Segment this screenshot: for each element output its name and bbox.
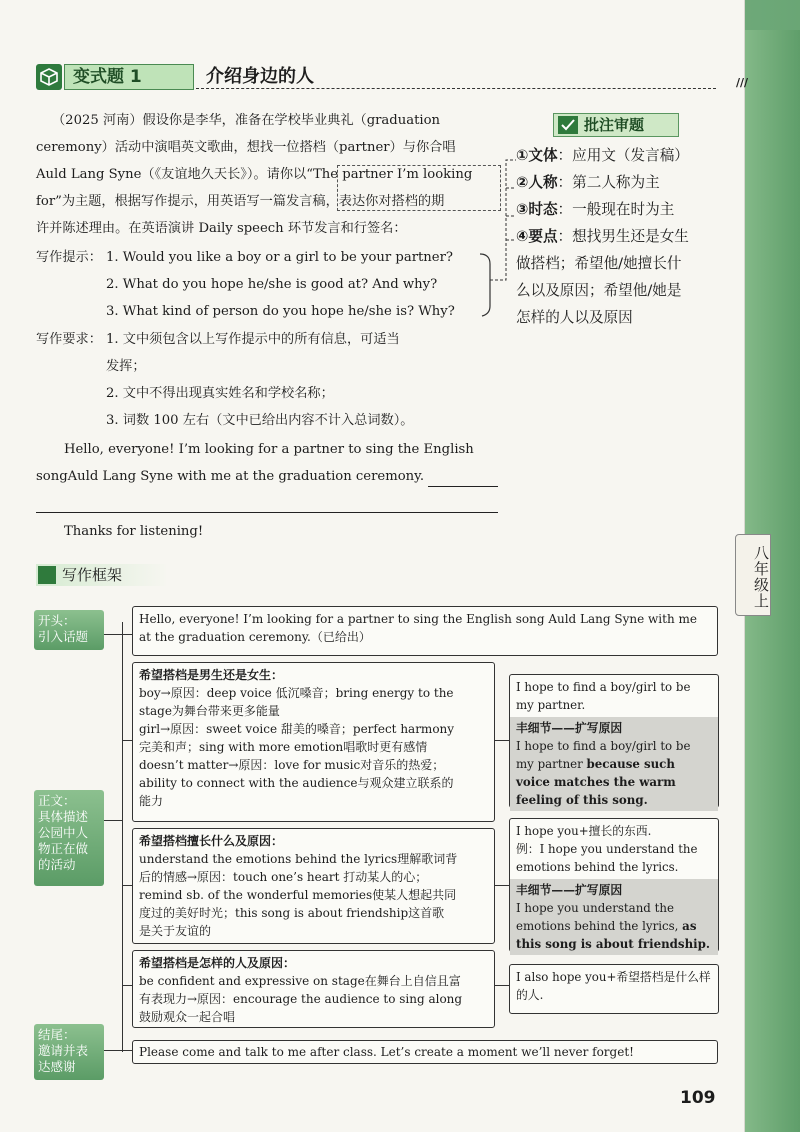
connector [104, 1050, 132, 1051]
result-box-skill: I hope you+擅长的东西. 例：I hope you understand the emotions behind the lyrics. 丰细节——扩写原因 I hope you understand the emotions behind the lyrics, as this song is about friendship. [509, 818, 719, 952]
hint-item: 1. Would you like a boy or a girl to be your partner? [106, 250, 453, 265]
page-number: 109 [680, 1088, 716, 1108]
req-label: 写作要求： [36, 332, 102, 347]
connector [495, 985, 509, 986]
connector [495, 885, 509, 886]
hint-item: 2. What do you hope he/she is good at? And why? [106, 277, 438, 292]
result-box-gender: I hope to find a boy/girl to be my partner. 丰细节——扩写原因 I hope to find a boy/girl to be my partner because such voice matches the warm feeling of this song. [509, 674, 719, 808]
opening-line: Hello, everyone! I’m looking for a partner to sing the English [64, 442, 474, 457]
connector [104, 634, 132, 635]
req-item: 1. 文中须包含以上写作提示中的所有信息，可适当 [106, 332, 400, 347]
prompt-line: ceremony）活动中演唱英文歌曲，想找一位搭档（partner）与你合唱 [36, 140, 456, 155]
annotation-text: 么以及原因；希望他/她是 [516, 282, 682, 299]
result-box-personality: I also hope you+希望搭档是什么样的人. [509, 964, 719, 1014]
prompt-line: 许并陈述理由。在英语演讲 Daily speech 环节发言和行签名： [36, 221, 407, 236]
connector [122, 985, 132, 986]
tag-body: 正文： 具体描述 公园中人 物正在做 的活动 [34, 790, 104, 886]
body-box-gender: 希望搭档是男生还是女生： boy→原因：deep voice 低沉嗓音；bring energy to the stage为舞台带来更多能量 girl→原因：sweet voice 甜美的嗓音；perfect harmony 完美和声；sing with more emotion唱歌时更有感情 doesn’t matter→原因：love for music对音乐的热爱； ability to connect with the audience与观众建立联系的 能力 [132, 662, 495, 822]
annotation-text: 做搭档；希望他/她擅长什 [516, 255, 682, 272]
framework-icon [38, 566, 56, 584]
cube-icon [36, 64, 62, 90]
page-title: 介绍身边的人 [206, 66, 314, 87]
annotation-text: 怎样的人以及原因 [516, 309, 633, 326]
header-dots: /// [736, 76, 749, 89]
connector [122, 622, 123, 1052]
annotation-item: ②人称：第二人称为主 [516, 174, 660, 191]
prompt-line: for”为主题，根据写作提示，用英语写一篇发言稿，表达你对搭档的期 [36, 194, 445, 209]
tag-ending: 结尾： 邀请并表 达感谢 [34, 1024, 104, 1080]
prompt-line: （2025 河南）假设你是李华，准备在学校毕业典礼（graduation [52, 113, 441, 128]
answer-blank[interactable] [36, 512, 498, 513]
section-header [36, 64, 749, 90]
annotation-item: ①文体：应用文（发言稿） [516, 147, 689, 164]
hint-label: 写作提示： [36, 250, 102, 265]
grade-tab: 八年级上 [735, 534, 771, 616]
body-box-personality: 希望搭档是怎样的人及原因： be confident and expressive on stage在舞台上自信且富 有表现力→原因：encourage the audience to sing along 鼓励观众一起合唱 [132, 950, 495, 1028]
answer-blank[interactable] [428, 486, 498, 487]
framework-heading: 写作框架 [36, 564, 166, 586]
annotation-label: 批注审题 [553, 113, 679, 137]
connector [122, 740, 132, 741]
req-item: 2. 文中不得出现真实姓名和学校名称； [106, 386, 334, 401]
body-box-skill: 希望搭档擅长什么及原因： understand the emotions behind the lyrics理解歌词背 后的情感→原因：touch one’s heart 打动某人的心； remind sb. of the wonderful memories使某人想起共同 度过的美好时光；this song is about friendship这首歌 是关于友谊的 [132, 828, 495, 944]
annotation-item: ③时态：一般现在时为主 [516, 201, 675, 218]
ending-box: Please come and talk to me after class. Let’s create a moment we’ll never forget! [132, 1040, 718, 1064]
connector [104, 820, 122, 821]
checkbox-icon [558, 116, 578, 134]
prompt-line: Auld Lang Syne（《友谊地久天长》）。请你以“The partner I’m looking [36, 167, 473, 182]
header-divider [196, 88, 716, 89]
req-item: 发挥； [106, 359, 146, 374]
connector [122, 885, 132, 886]
hint-item: 3. What kind of person do you hope he/she is? Why? [106, 304, 455, 319]
variant-label: 变式题 1 [64, 64, 194, 90]
opening-box: Hello, everyone! I’m looking for a partner to sing the English song Auld Lang Syne with me at the graduation ceremony.（已给出） [132, 606, 718, 656]
req-item: 3. 词数 100 左右（文中已给出内容不计入总词数）。 [106, 413, 414, 428]
closing-line: Thanks for listening! [64, 524, 204, 539]
annotation-item: ④要点：想找男生还是女生 [516, 228, 689, 245]
hint-brace [476, 140, 520, 320]
opening-line: songAuld Lang Syne with me at the graduation ceremony. [36, 469, 425, 484]
tag-opening: 开头： 引入话题 [34, 610, 104, 650]
connector [495, 740, 509, 741]
